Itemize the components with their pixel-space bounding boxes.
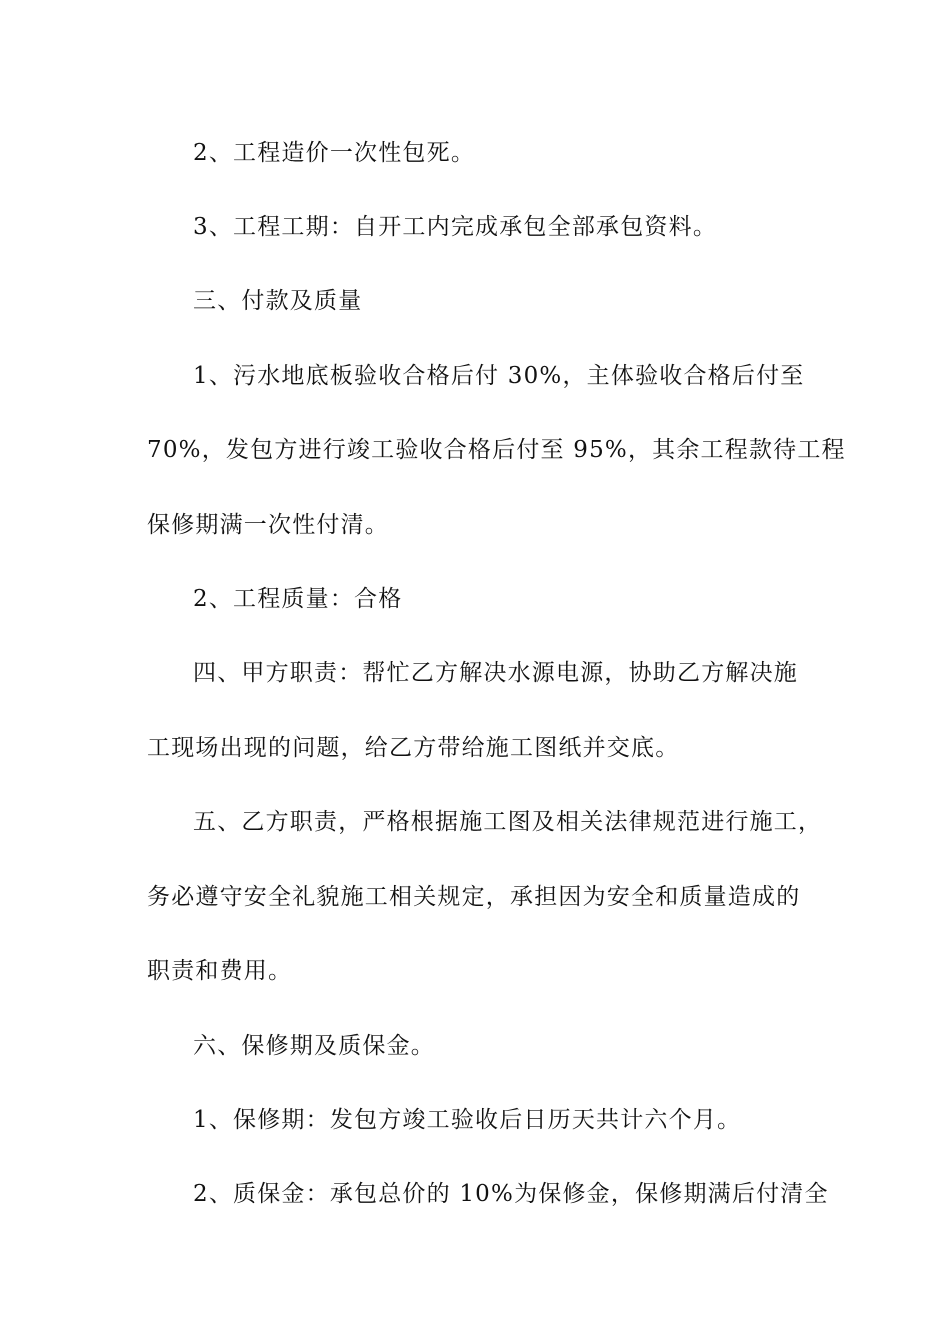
paragraph-line: 3、工程工期：自开工内完成承包全部承包资料。 [193, 214, 718, 240]
paragraph-line: 保修期满一次性付清。 [147, 512, 389, 538]
paragraph-line: 四、甲方职责：帮忙乙方解决水源电源，协助乙方解决施 [193, 660, 798, 686]
paragraph-line: 务必遵守安全礼貌施工相关规定，承担因为安全和质量造成的 [147, 884, 801, 910]
paragraph-line: 2、工程造价一次性包死。 [193, 140, 476, 166]
paragraph-line: 1、保修期：发包方竣工验收后日历天共计六个月。 [193, 1107, 742, 1133]
paragraph-line: 2、工程质量：合格 [193, 586, 403, 612]
section-heading-warranty: 六、保修期及质保金。 [193, 1033, 435, 1059]
paragraph-line: 70%，发包方进行竣工验收合格后付至 95%，其余工程款待工程 [147, 437, 846, 463]
paragraph-line: 工现场出现的问题，给乙方带给施工图纸并交底。 [147, 735, 680, 761]
paragraph-line: 2、质保金：承包总价的 10%为保修金，保修期满后付清全 [193, 1181, 829, 1207]
paragraph-line: 1、污水地底板验收合格后付 30%，主体验收合格后付至 [193, 363, 805, 389]
paragraph-line: 五、乙方职责，严格根据施工图及相关法律规范进行施工， [193, 809, 823, 835]
section-heading-payment-quality: 三、付款及质量 [193, 288, 363, 314]
paragraph-line: 职责和费用。 [147, 958, 293, 984]
